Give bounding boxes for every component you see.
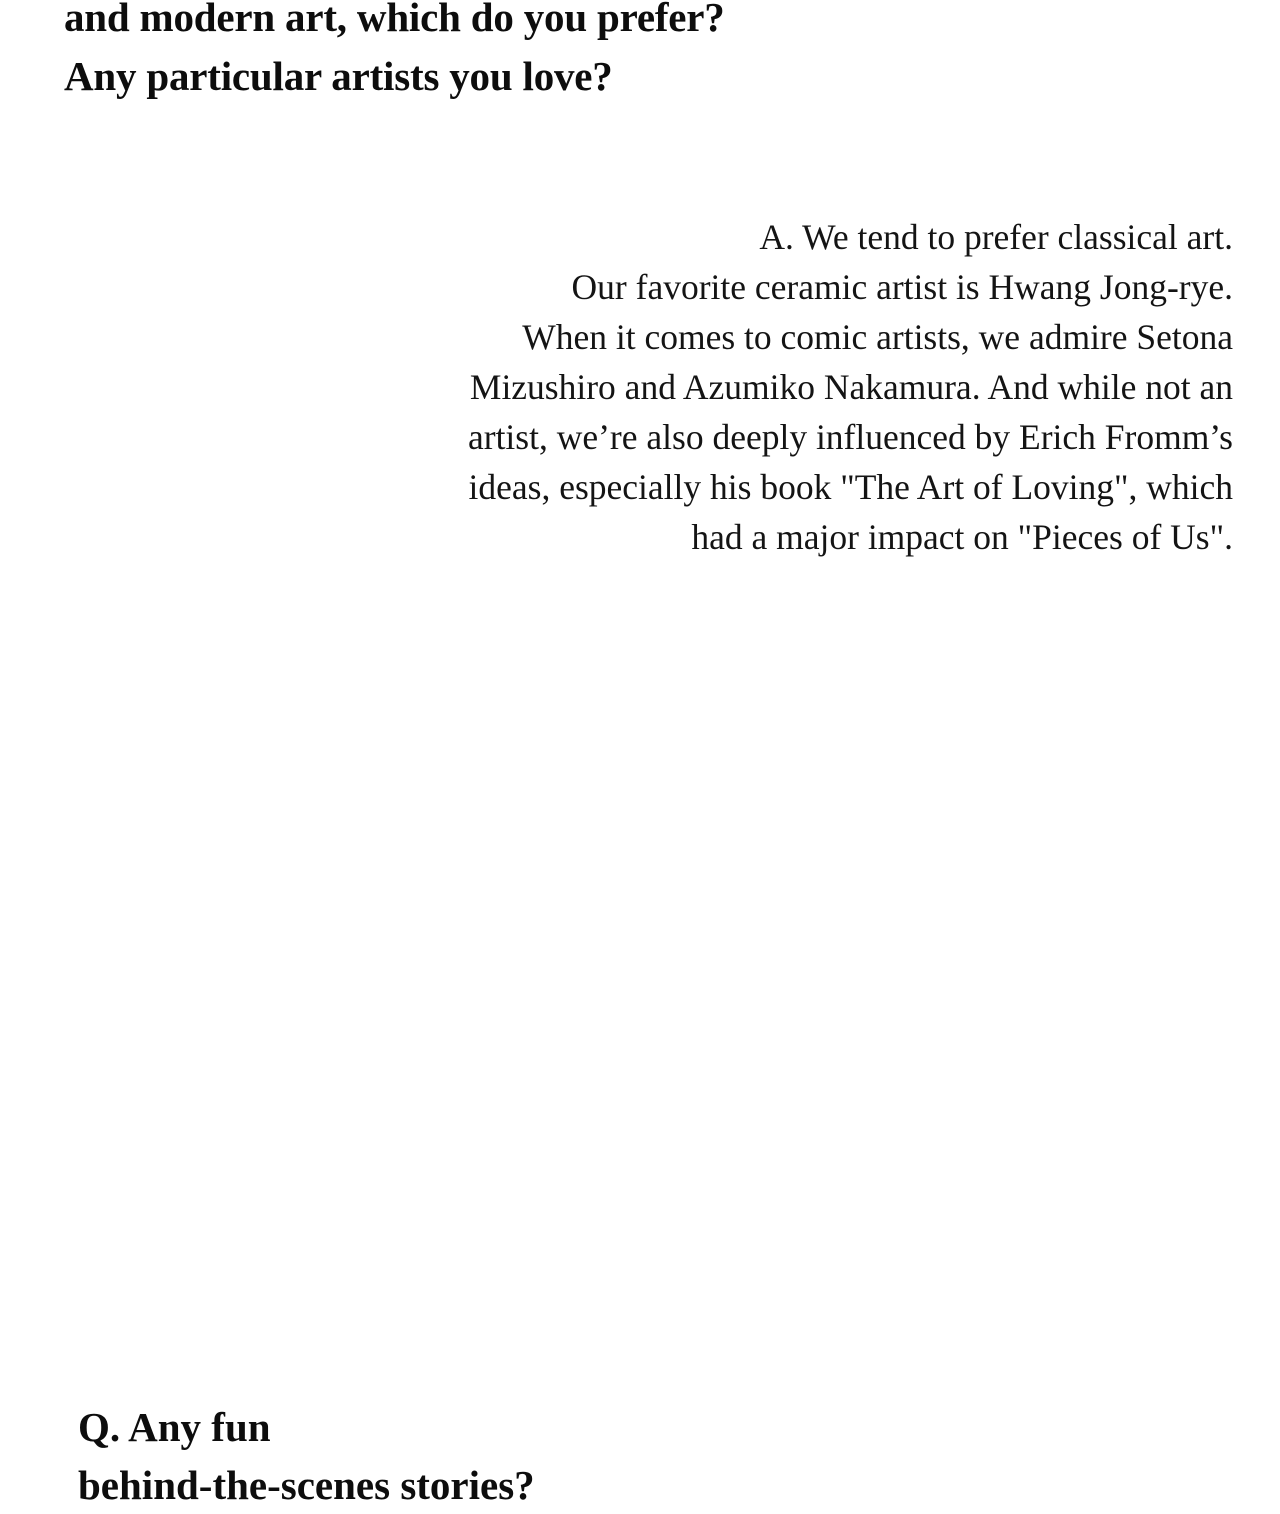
answer-line-3: When it comes to comic artists, we admire Setona [522,317,1233,358]
question-heading-top [64,0,1094,107]
question-bottom-line-2: behind-the-scenes stories? [78,1461,535,1508]
answer-line-4: Mizushiro and Azumiko Nakamura. And while not an [469,367,1233,408]
answer-line-5: artist, we’re also deeply influenced by Erich Fromm’s [467,417,1233,458]
question-bottom-line-1: Q. Any fun [78,1403,271,1450]
answer-line-1: A. We tend to prefer classical art. [759,217,1233,257]
answer-line-6: ideas, especially his book "The Art of Loving", which [468,467,1233,508]
answer-line-2: Our favorite ceramic artist is Hwang Jong-rye. [571,267,1233,308]
answer-paragraph [158,212,1233,562]
question-top-line-1: and modern art, which do you prefer? [64,0,725,40]
question-top-line-2: Any particular artists you love? [64,53,613,100]
answer-line-7: had a major impact on "Pieces of Us". [691,517,1233,558]
question-heading-bottom [78,1398,1178,1514]
